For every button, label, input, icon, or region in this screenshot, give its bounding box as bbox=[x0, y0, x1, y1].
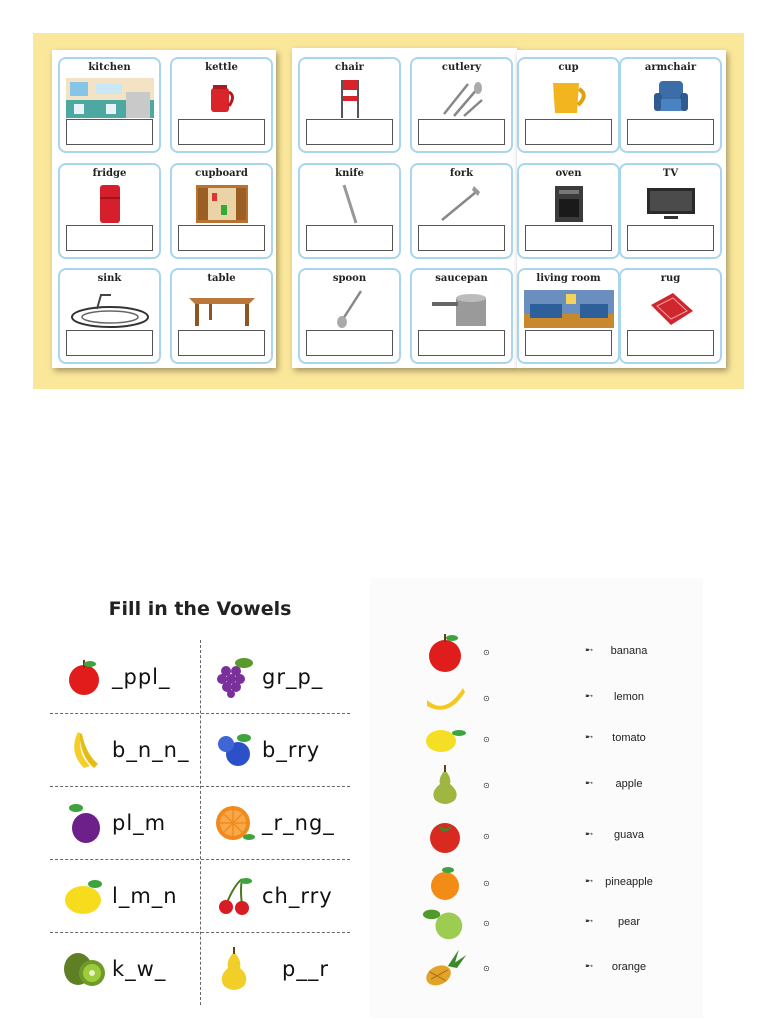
flashcard-label: knife bbox=[335, 168, 364, 179]
match-word: banana bbox=[610, 645, 648, 657]
match-row bbox=[370, 717, 703, 761]
matching-sheet bbox=[370, 578, 703, 1018]
answer-box[interactable] bbox=[627, 225, 714, 251]
flashcard-cup bbox=[517, 57, 620, 153]
flashcard-label: armchair bbox=[644, 62, 697, 73]
armchair-icon bbox=[621, 76, 720, 120]
flashcard-label: kitchen bbox=[88, 62, 131, 73]
cherry-icon bbox=[212, 874, 256, 918]
apple-icon bbox=[422, 630, 468, 674]
vowel-cell-apple bbox=[50, 640, 200, 713]
answer-box[interactable] bbox=[418, 330, 505, 356]
vowel-cell-pear bbox=[200, 932, 350, 1005]
flashcard-fork bbox=[410, 163, 513, 259]
oven-icon bbox=[519, 182, 618, 226]
flashcard-saucepan bbox=[410, 268, 513, 364]
table-icon bbox=[172, 287, 271, 331]
flashcard-label: cutlery bbox=[441, 62, 482, 73]
vowel-cell-berry bbox=[200, 713, 350, 786]
chair-icon bbox=[300, 76, 399, 120]
sink-icon bbox=[60, 287, 159, 331]
cupboard-icon bbox=[172, 182, 271, 226]
orange-icon bbox=[422, 861, 468, 905]
tomato-icon bbox=[422, 814, 468, 858]
cup-icon bbox=[519, 76, 618, 120]
match-arrow[interactable]: ➸ bbox=[585, 778, 594, 789]
pear-icon bbox=[212, 947, 256, 991]
answer-box[interactable] bbox=[178, 330, 265, 356]
spoon-icon bbox=[300, 287, 399, 331]
vowel-cell-orange bbox=[200, 786, 350, 859]
match-arrow[interactable]: ➸ bbox=[585, 961, 594, 972]
match-row bbox=[370, 630, 703, 674]
apple-icon bbox=[62, 655, 106, 699]
flashcard-fridge bbox=[58, 163, 161, 259]
vowel-cell-banana bbox=[50, 713, 200, 786]
answer-box[interactable] bbox=[525, 225, 612, 251]
match-dot[interactable]: ⊙ bbox=[483, 832, 490, 841]
match-row bbox=[370, 946, 703, 990]
answer-box[interactable] bbox=[66, 119, 153, 145]
match-word: pear bbox=[617, 916, 641, 928]
flashcard-kitchen bbox=[58, 57, 161, 153]
flashcard-chair bbox=[298, 57, 401, 153]
flashcard-label: oven bbox=[555, 168, 582, 179]
match-word: apple bbox=[615, 778, 643, 790]
flashcard-cupboard bbox=[170, 163, 273, 259]
plum-icon bbox=[62, 801, 106, 845]
answer-box[interactable] bbox=[178, 119, 265, 145]
flashcard-tv bbox=[619, 163, 722, 259]
match-arrow[interactable]: ➸ bbox=[585, 876, 594, 887]
match-row bbox=[370, 676, 703, 720]
living-room-icon bbox=[519, 287, 618, 331]
flashcard-rug bbox=[619, 268, 722, 364]
vowel-word: _ppl_ bbox=[112, 664, 171, 689]
answer-box[interactable] bbox=[66, 225, 153, 251]
answer-box[interactable] bbox=[306, 119, 393, 145]
answer-box[interactable] bbox=[306, 330, 393, 356]
vowel-cell-lemon bbox=[50, 859, 200, 932]
vowels-title: Fill in the Vowels bbox=[108, 598, 292, 620]
lemon-icon bbox=[62, 874, 106, 918]
flashcard-label: cupboard bbox=[195, 168, 248, 179]
flashcard-label: cup bbox=[558, 62, 579, 73]
blueberry-icon bbox=[212, 728, 256, 772]
vowel-word: p__r bbox=[282, 956, 329, 981]
fridge-icon bbox=[60, 182, 159, 226]
flashcard-label: fork bbox=[449, 168, 474, 179]
pineapple-icon bbox=[422, 946, 468, 990]
flashcard-label: rug bbox=[660, 273, 681, 284]
saucepan-icon bbox=[412, 287, 511, 331]
flashcard-label: sink bbox=[97, 273, 122, 284]
flashcard-table bbox=[170, 268, 273, 364]
kiwi-icon bbox=[62, 947, 106, 991]
match-row bbox=[370, 861, 703, 905]
vowel-word: gr_p_ bbox=[262, 664, 324, 689]
banana-icon bbox=[422, 676, 468, 720]
match-dot[interactable]: ⊙ bbox=[483, 694, 490, 703]
answer-box[interactable] bbox=[627, 119, 714, 145]
flashcard-spoon bbox=[298, 268, 401, 364]
match-dot[interactable]: ⊙ bbox=[483, 781, 490, 790]
answer-box[interactable] bbox=[306, 225, 393, 251]
match-row bbox=[370, 814, 703, 858]
match-word: tomato bbox=[612, 732, 646, 744]
vowel-word: ch_rry bbox=[262, 883, 333, 908]
grapes-icon bbox=[212, 655, 256, 699]
lemon-icon bbox=[422, 717, 468, 761]
match-arrow[interactable]: ➸ bbox=[585, 916, 594, 927]
flashcard-knife bbox=[298, 163, 401, 259]
vowel-word: k_w_ bbox=[112, 956, 167, 981]
answer-box[interactable] bbox=[525, 330, 612, 356]
flashcard-armchair bbox=[619, 57, 722, 153]
match-dot[interactable]: ⊙ bbox=[483, 879, 490, 888]
flashcard-kettle bbox=[170, 57, 273, 153]
match-dot[interactable]: ⊙ bbox=[483, 735, 490, 744]
match-word: orange bbox=[611, 961, 647, 973]
answer-box[interactable] bbox=[66, 330, 153, 356]
kettle-icon bbox=[172, 76, 271, 120]
vowel-word: pl_m bbox=[112, 810, 167, 835]
flashcard-living-room bbox=[517, 268, 620, 364]
flashcard-label: spoon bbox=[332, 273, 367, 284]
orange-icon bbox=[212, 801, 256, 845]
banana-icon bbox=[62, 728, 106, 772]
match-word: guava bbox=[614, 829, 644, 841]
flashcard-sink bbox=[58, 268, 161, 364]
match-dot[interactable]: ⊙ bbox=[483, 964, 490, 973]
flashcard-label: table bbox=[207, 273, 236, 284]
flashcard-label: kettle bbox=[205, 62, 238, 73]
flashcard-label: chair bbox=[335, 62, 364, 73]
match-word: lemon bbox=[614, 691, 644, 703]
match-row bbox=[370, 763, 703, 807]
match-word: pineapple bbox=[605, 876, 653, 888]
match-dot[interactable]: ⊙ bbox=[483, 648, 490, 657]
answer-box[interactable] bbox=[418, 119, 505, 145]
vowel-word: l_m_n bbox=[112, 883, 178, 908]
vowel-cell-cherry bbox=[200, 859, 350, 932]
match-arrow[interactable]: ➸ bbox=[585, 732, 594, 743]
cutlery-icon bbox=[412, 76, 511, 120]
flashcard-label: living room bbox=[536, 273, 601, 284]
vowel-word: _r_ng_ bbox=[262, 810, 335, 835]
guava-icon bbox=[422, 901, 468, 945]
match-arrow[interactable]: ➸ bbox=[585, 691, 594, 702]
match-arrow[interactable]: ➸ bbox=[585, 645, 594, 656]
vowel-cell-grapes bbox=[200, 640, 350, 713]
tv-icon bbox=[621, 182, 720, 226]
vowel-cell-plum bbox=[50, 786, 200, 859]
flashcard-oven bbox=[517, 163, 620, 259]
fork-icon bbox=[412, 182, 511, 226]
vowel-word: b_rry bbox=[262, 737, 321, 762]
knife-icon bbox=[300, 182, 399, 226]
match-row bbox=[370, 901, 703, 945]
answer-box[interactable] bbox=[525, 119, 612, 145]
flashcard-label: TV bbox=[662, 168, 679, 179]
answer-box[interactable] bbox=[178, 225, 265, 251]
answer-box[interactable] bbox=[418, 225, 505, 251]
answer-box[interactable] bbox=[627, 330, 714, 356]
pear-icon bbox=[422, 763, 468, 807]
flashcard-label: saucepan bbox=[435, 273, 488, 284]
kitchen-icon bbox=[60, 76, 159, 120]
match-arrow[interactable]: ➸ bbox=[585, 829, 594, 840]
vowels-grid bbox=[50, 640, 350, 1005]
flashcard-cutlery bbox=[410, 57, 513, 153]
match-dot[interactable]: ⊙ bbox=[483, 919, 490, 928]
flashcard-label: fridge bbox=[92, 168, 127, 179]
vowel-word: b_n_n_ bbox=[112, 737, 190, 762]
rug-icon bbox=[621, 287, 720, 331]
vowel-cell-kiwi bbox=[50, 932, 200, 1005]
